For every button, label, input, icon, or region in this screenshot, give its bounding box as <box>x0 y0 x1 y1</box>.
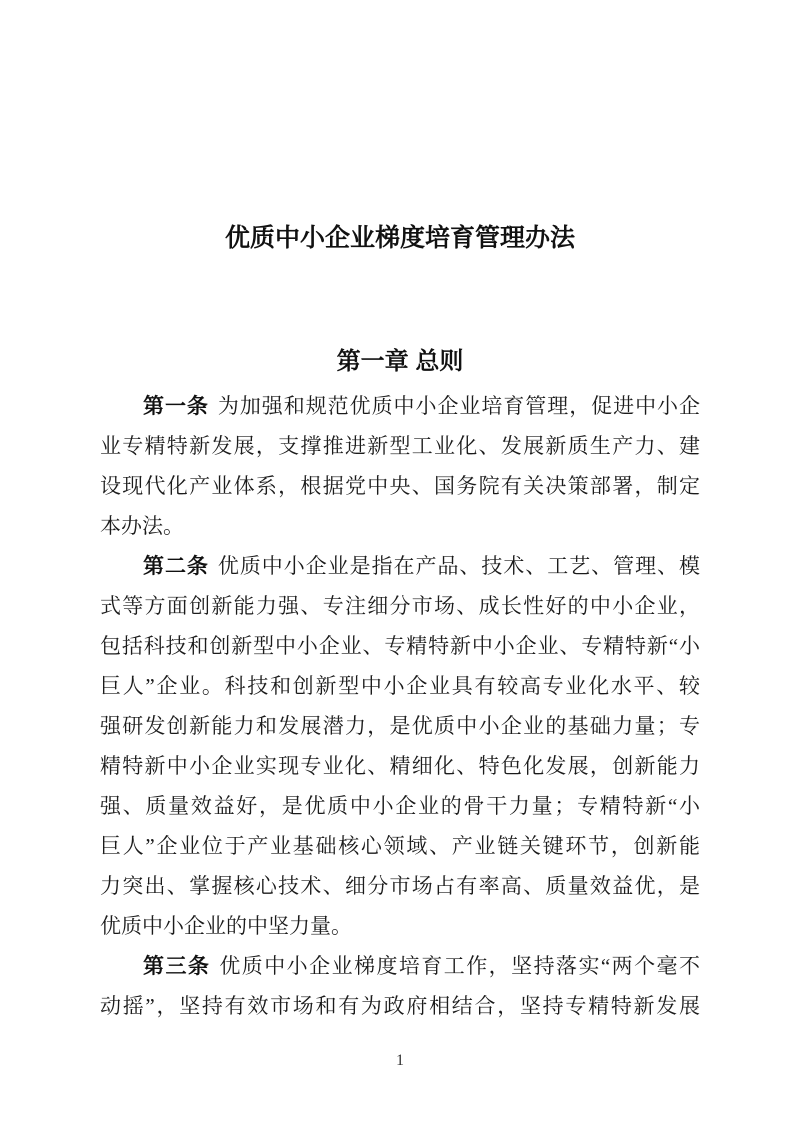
article-3-line: 动摇”，坚持有效市场和有为政府相结合，坚持专精特新发展 <box>100 994 700 1018</box>
article-2-line: 包括科技和创新型中小企业、专精特新中小企业、专精特新“小 <box>100 634 700 658</box>
document-title: 优质中小企业梯度培育管理办法 <box>224 224 575 252</box>
article-2-line: 精特新中小企业实现专业化、精细化、特色化发展，创新能力 <box>100 754 700 778</box>
chapter-heading: 第一章 总则 <box>336 348 464 375</box>
article-2-line: 强研发创新能力和发展潜力，是优质中小企业的基础力量；专 <box>100 714 700 738</box>
article-2-line: 强、质量效益好，是优质中小企业的骨干力量；专精特新“小 <box>100 794 700 818</box>
article-2-line: 式等方面创新能力强、专注细分市场、成长性好的中小企业， <box>100 594 700 618</box>
article-1-number: 第一条 <box>143 395 209 418</box>
page-number: 1 <box>396 1052 404 1069</box>
document-body <box>100 386 700 1026</box>
article-2-line: 巨人”企业。科技和创新型中小企业具有较高专业化水平、较 <box>100 674 700 698</box>
article-2-number: 第二条 <box>143 555 209 578</box>
article-3-text: 优质中小企业梯度培育工作，坚持落实“两个毫不 <box>219 954 700 978</box>
article-1-line <box>100 386 700 426</box>
article-3-line <box>100 946 700 986</box>
article-3-number: 第三条 <box>143 955 211 978</box>
article-1-line: 本办法。 <box>100 514 184 538</box>
article-1-text: 为加强和规范优质中小企业培育管理，促进中小企 <box>217 394 700 418</box>
article-2-line: 优质中小企业的中坚力量。 <box>100 914 352 938</box>
article-2-text: 优质中小企业是指在产品、技术、工艺、管理、模 <box>217 554 700 578</box>
article-2-line <box>100 546 700 586</box>
article-2-line: 巨人”企业位于产业基础核心领域、产业链关键环节，创新能 <box>100 834 700 858</box>
article-1-line: 设现代化产业体系，根据党中央、国务院有关决策部署，制定 <box>100 474 700 498</box>
article-2-line: 力突出、掌握核心技术、细分市场占有率高、质量效益优，是 <box>100 874 700 898</box>
article-1-line: 业专精特新发展，支撑推进新型工业化、发展新质生产力、建 <box>100 434 700 458</box>
